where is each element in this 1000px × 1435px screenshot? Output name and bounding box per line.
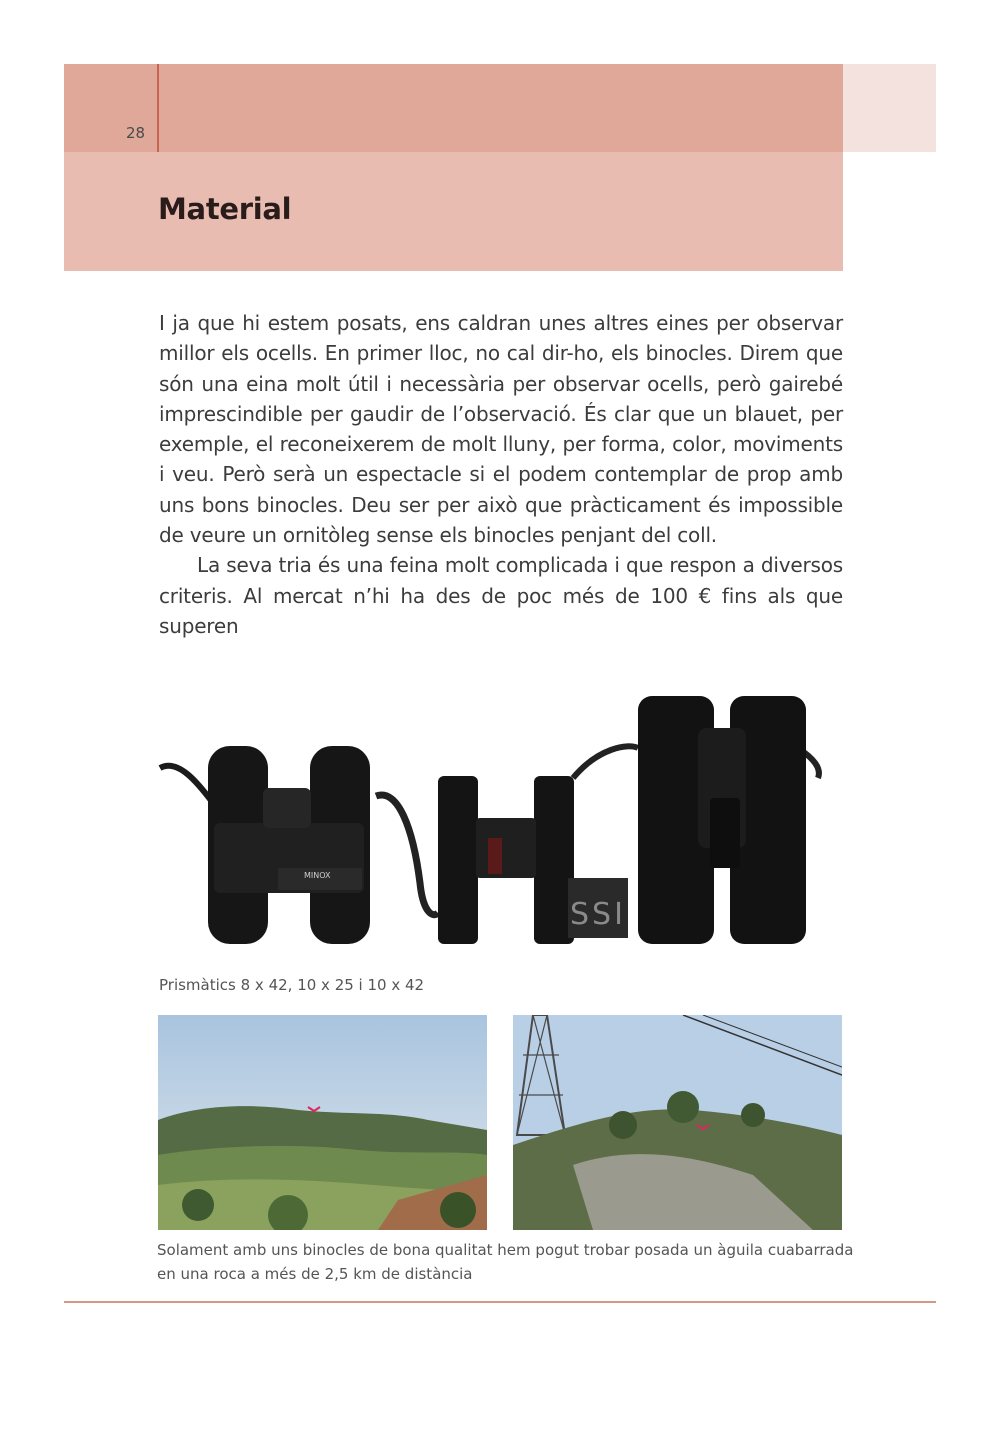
section-title: Material [158,192,292,226]
header-band-extension [843,64,936,152]
binoculars-caption: Prismàtics 8 x 42, 10 x 25 i 10 x 42 [159,976,425,994]
binoculars-photo [158,688,822,948]
body-text [159,308,843,641]
paragraph-2: La seva tria és una feina molt complicada i que respon a diversos criteris. Al mercat n’hi ha des de poc més de 100 € fins als que superen [159,553,843,638]
header-band [64,64,843,152]
hill-pylon-photo [513,1015,842,1230]
landscape-photo [158,1015,487,1230]
header-accent-line [157,64,159,152]
photos-caption: Solament amb uns binocles de bona qualitat hem pogut trobar posada un àguila cuabarrada en una roca a més de 2,5 km de distància [157,1241,854,1283]
paragraph-1: I ja que hi estem posats, ens caldran unes altres eines per observar millor els ocells. En primer lloc, no cal dir-ho, els binocles. Direm que són una eina molt útil i necessària per observar ocells, però gairebé imprescindible per gaudir de l’observació. És clar que un blauet, per exemple, el reconeixerem de molt lluny, per forma, color, moviments i veu. Però serà un espectacle si el podem contemplar de prop amb uns bons binocles. Deu ser per això que pràcticament és impossible de veure un ornitòleg sense els binocles penjant del coll. [159,311,843,548]
ssi-label: SSI [570,897,626,932]
bottom-rule [64,1301,936,1303]
minox-label: MINOX [304,871,331,880]
page-number: 28 [126,124,146,142]
